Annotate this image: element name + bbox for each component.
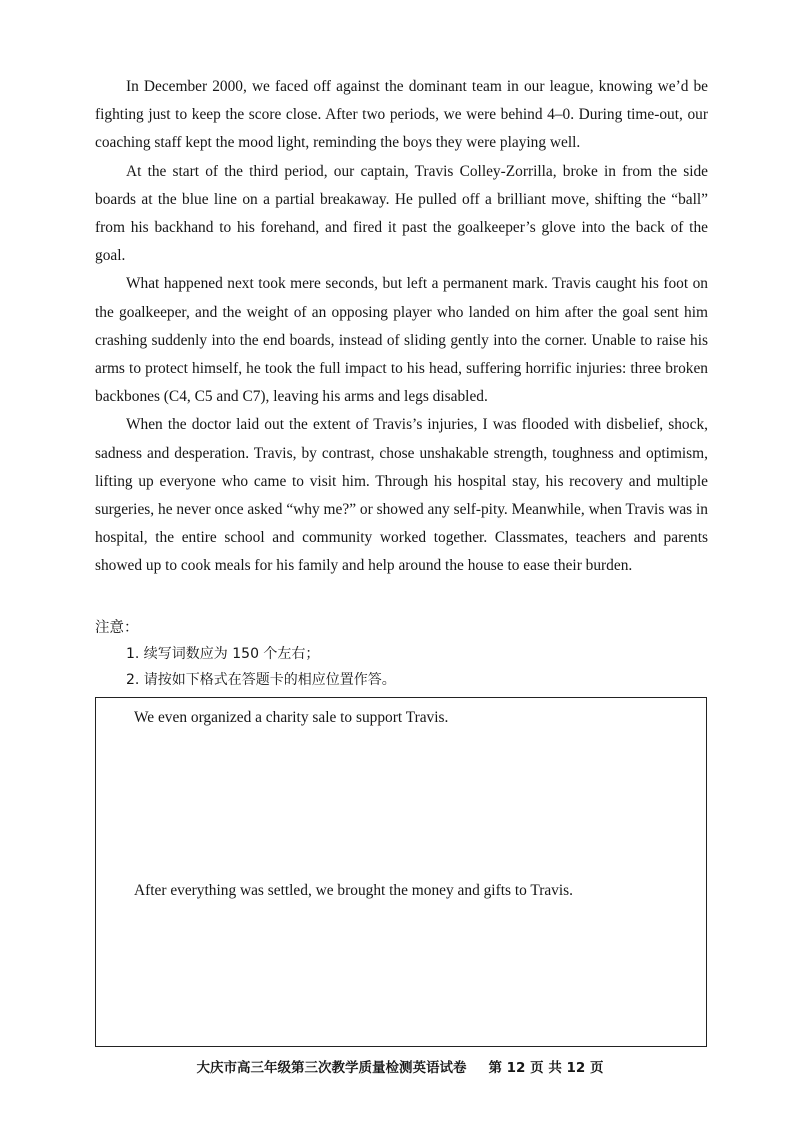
passage-paragraph-3: What happened next took mere seconds, but left a permanent mark. Travis caught his foot on the goalkeeper, and the weight of an opposing player who landed on him after the goal sent him crashing suddenly into the end boards, instead of sliding gently into the corner. Unable to raise his arms to protect himself, he took the full impact to his head, suffering horrific injuries: three broken backbones (C4, C5 and C7), leaving his arms and legs disabled.: [95, 275, 708, 406]
page-footer: [0, 1058, 800, 1078]
reading-passage: [95, 73, 708, 581]
answer-writing-box[interactable]: [95, 697, 707, 1047]
page-number: 第 12 页 共 12 页: [488, 1060, 604, 1076]
instruction-item: 1. 续写词数应为 150 个左右；: [126, 646, 320, 662]
exam-title: 大庆市高三年级第三次教学质量检测英语试卷: [196, 1060, 467, 1076]
paragraph-1-opening-sentence: We even organized a charity sale to support Travis.: [134, 709, 449, 726]
instruction-item: 2. 请按如下格式在答题卡的相应位置作答。: [126, 672, 396, 688]
instructions-section: [95, 615, 708, 693]
instructions-title: 注意：: [95, 620, 139, 636]
passage-paragraph-1: In December 2000, we faced off against the dominant team in our league, knowing we’d be fighting just to keep the score close. After two periods, we were behind 4–0. During time-out, our coaching staff kept the mood light, reminding the boys they were playing well.: [95, 78, 708, 152]
paragraph-2-opening-sentence: After everything was settled, we brought the money and gifts to Travis.: [134, 882, 573, 899]
passage-paragraph-4: When the doctor laid out the extent of Travis’s injuries, I was flooded with disbelief, shock, sadness and desperation. Travis, by contrast, chose unshakable strength, toughness and optimism, lifting up everyone who came to visit him. Through his hospital stay, his recovery and multiple surgeries, he never once asked “why me?” or showed any self-pity. Meanwhile, when Travis was in hospital, the entire school and community worked together. Classmates, teachers and parents showed up to cook meals for his family and help around the house to ease their burden.: [95, 416, 708, 575]
passage-paragraph-2: At the start of the third period, our captain, Travis Colley-Zorrilla, broke in from the side boards at the blue line on a partial breakaway. He pulled off a brilliant move, shifting the “ball” from his backhand to his forehand, and fired it past the goalkeeper’s glove into the back of the goal.: [95, 162, 708, 265]
